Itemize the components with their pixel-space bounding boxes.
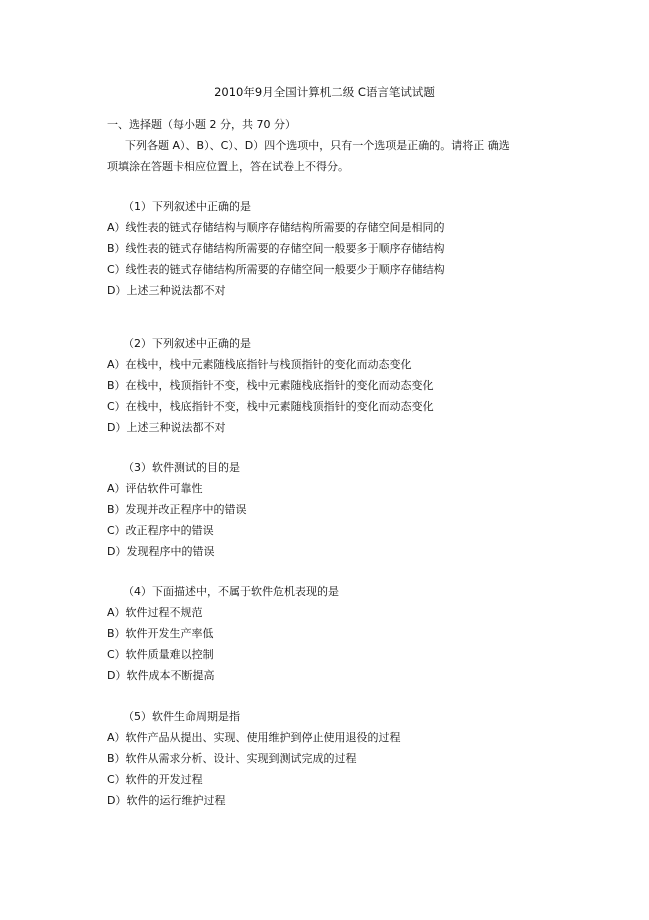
question-1-option-d: D）上述三种说法都不对 <box>107 284 226 297</box>
question-3-option-c: C）改正程序中的错误 <box>107 524 214 537</box>
question-3-option-d: D）发现程序中的错误 <box>107 545 215 558</box>
question-4-stem: （4）下面描述中，不属于软件危机表现的是 <box>123 585 339 598</box>
section-heading: 一、选择题（每小题 2 分，共 70 分） <box>107 118 296 131</box>
question-3-option-a: A）评估软件可靠性 <box>107 482 203 495</box>
question-2-option-a: A）在栈中，栈中元素随栈底指针与栈顶指针的变化而动态变化 <box>107 358 412 371</box>
question-2-stem: （2）下列叙述中正确的是 <box>123 337 251 350</box>
question-5-option-b: B）软件从需求分析、设计、实现到测试完成的过程 <box>107 752 357 765</box>
question-3-stem: （3）软件测试的目的是 <box>123 461 240 474</box>
question-5-stem: （5）软件生命周期是指 <box>123 710 240 723</box>
question-3-option-b: B）发现并改正程序中的错误 <box>107 503 247 516</box>
document-title: 2010年9月全国计算机二级 C语言笔试试题 <box>214 85 435 99</box>
question-4-option-b: B）软件开发生产率低 <box>107 627 214 640</box>
question-1-stem: （1）下列叙述中正确的是 <box>123 200 251 213</box>
instructions-line-2: 项填涂在答题卡相应位置上，答在试卷上不得分。 <box>107 160 349 173</box>
question-1-option-a: A）线性表的链式存储结构与顺序存储结构所需要的存储空间是相同的 <box>107 221 445 234</box>
question-4-option-d: D）软件成本不断提高 <box>107 669 215 682</box>
question-2-option-c: C）在栈中，栈底指针不变，栈中元素随栈顶指针的变化而动态变化 <box>107 400 434 413</box>
instructions-line-1: 下列各题 A）、B）、C）、D）四个选项中，只有一个选项是正确的。请将正 确选 <box>125 139 510 152</box>
question-4-option-c: C）软件质量难以控制 <box>107 648 214 661</box>
question-2-option-b: B）在栈中，栈顶指针不变，栈中元素随栈底指针的变化而动态变化 <box>107 379 434 392</box>
question-1-option-b: B）线性表的链式存储结构所需要的存储空间一般要多于顺序存储结构 <box>107 242 445 255</box>
question-5-option-d: D）软件的运行维护过程 <box>107 794 226 807</box>
question-5-option-c: C）软件的开发过程 <box>107 773 203 786</box>
question-4-option-a: A）软件过程不规范 <box>107 606 203 619</box>
question-1-option-c: C）线性表的链式存储结构所需要的存储空间一般要少于顺序存储结构 <box>107 263 445 276</box>
question-2-option-d: D）上述三种说法都不对 <box>107 421 226 434</box>
question-5-option-a: A）软件产品从提出、实现、使用维护到停止使用退役的过程 <box>107 731 401 744</box>
